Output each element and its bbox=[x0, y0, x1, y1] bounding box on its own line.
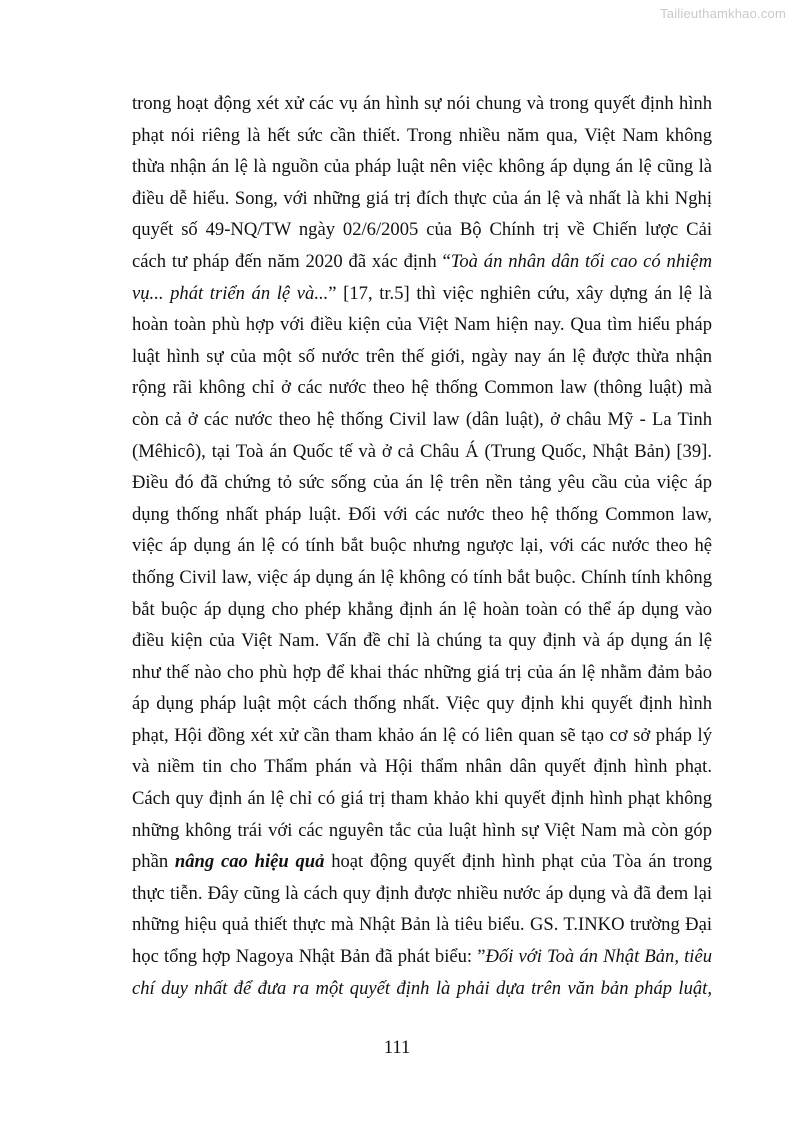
text-line bbox=[132, 562, 712, 594]
text-run: quyết số 49-NQ/TW ngày 02/6/2005 của Bộ Chính trị về Chiến lược Cải bbox=[132, 219, 712, 241]
text-run: Cách quy định án lệ chỉ có giá trị tham khảo khi quyết định hình phạt không bbox=[132, 788, 712, 810]
text-run: phạt, Hội đồng xét xử cần tham khảo án lệ có liên quan sẽ tạo cơ sở pháp lý bbox=[132, 724, 712, 746]
text-run: luật hình sự của một số nước trên thế giới, ngày nay án lệ được thừa nhận bbox=[132, 345, 712, 367]
text-line bbox=[132, 88, 712, 120]
text-line bbox=[132, 436, 712, 468]
text-line bbox=[132, 594, 712, 626]
text-line bbox=[132, 941, 712, 973]
text-line bbox=[132, 720, 712, 752]
text-line bbox=[132, 183, 712, 215]
text-line bbox=[132, 783, 712, 815]
text-run: thừa nhận án lệ là nguồn của pháp luật nên việc không áp dụng án lệ cũng là bbox=[132, 156, 712, 178]
text-run: thực tiễn. Đây cũng là cách quy định được nhiều nước áp dụng và đã đem lại bbox=[132, 882, 712, 904]
italic-quote-run: vụ... phát triển án lệ và... bbox=[132, 282, 329, 304]
text-run: rộng rãi không chỉ ở các nước theo hệ thống Common law (thông luật) mà bbox=[132, 377, 712, 399]
text-line bbox=[132, 309, 712, 341]
text-run: trong hoạt động xét xử các vụ án hình sự nói chung và trong quyết định hình bbox=[132, 93, 712, 114]
text-line bbox=[132, 657, 712, 689]
text-run: còn cả ở các nước theo hệ thống Civil law (dân luật), ở châu Mỹ - La Tinh bbox=[132, 408, 712, 430]
text-run: hoạt động quyết định hình phạt của Tòa án trong bbox=[324, 851, 712, 873]
text-line bbox=[132, 909, 712, 941]
text-line bbox=[132, 625, 712, 657]
text-line bbox=[132, 372, 712, 404]
text-line bbox=[132, 246, 712, 278]
text-line bbox=[132, 973, 712, 1005]
text-run: bắt buộc áp dụng cho phép khẳng định án lệ hoàn toàn có thể áp dụng vào bbox=[132, 598, 712, 620]
text-run: (Mêhicô), tại Toà án Quốc tế và ở cả Châu Á (Trung Quốc, Nhật Bản) [39]. bbox=[132, 440, 712, 462]
italic-quote-run: Toà án nhân dân tối cao có nhiệm bbox=[450, 250, 712, 272]
text-run: những hiệu quả thiết thực mà Nhật Bản là tiêu biểu. GS. T.INKO trường Đại bbox=[132, 914, 712, 936]
text-line bbox=[132, 499, 712, 531]
text-run: thống Civil law, việc áp dụng án lệ không có tính bắt buộc. Chính tính không bbox=[132, 566, 712, 588]
watermark: Tailieuthamkhao.com bbox=[660, 6, 786, 21]
text-run: những không trái với các nguyên tắc của luật hình sự Việt Nam mà còn góp bbox=[132, 819, 712, 841]
text-run: Điều đó đã chứng tỏ sức sống của án lệ trên nền tảng yêu cầu của việc áp bbox=[132, 472, 712, 494]
text-line bbox=[132, 846, 712, 878]
text-line bbox=[132, 404, 712, 436]
text-run: hoàn toàn phù hợp với điều kiện của Việt Nam hiện nay. Qua tìm hiểu pháp bbox=[132, 314, 712, 336]
italic-quote-run: Đối với Toà án Nhật Bản, tiêu bbox=[485, 946, 713, 968]
text-run: như thế nào cho phù hợp để khai thác những giá trị của án lệ nhằm đảm bảo bbox=[132, 661, 712, 683]
text-line bbox=[132, 530, 712, 562]
text-line bbox=[132, 341, 712, 373]
text-line bbox=[132, 688, 712, 720]
text-line bbox=[132, 467, 712, 499]
text-line bbox=[132, 151, 712, 183]
text-run: cách tư pháp đến năm 2020 đã xác định “ bbox=[132, 250, 451, 272]
text-line bbox=[132, 815, 712, 847]
text-run: dụng thống nhất pháp luật. Đối với các nước theo hệ thống Common law, bbox=[132, 503, 712, 525]
italic-quote-run: chí duy nhất để đưa ra một quyết định là phải dựa trên văn bản pháp luật, bbox=[132, 977, 712, 999]
text-run: áp dụng pháp luật một cách thống nhất. Việc quy định khi quyết định hình bbox=[132, 693, 712, 715]
text-run: việc áp dụng án lệ có tính bắt buộc nhưng ngược lại, với các nước theo hệ bbox=[132, 535, 712, 557]
document-body bbox=[132, 88, 712, 1004]
text-run: điều kiện của Việt Nam. Vấn đề chỉ là chúng ta quy định và áp dụng án lệ bbox=[132, 630, 712, 652]
text-run: phạt nói riêng là hết sức cần thiết. Trong nhiều năm qua, Việt Nam không bbox=[132, 124, 712, 146]
text-line bbox=[132, 751, 712, 783]
text-run: ” [17, tr.5] thì việc nghiên cứu, xây dựng án lệ là bbox=[328, 282, 712, 304]
text-line bbox=[132, 878, 712, 910]
text-line bbox=[132, 214, 712, 246]
text-run: phần bbox=[132, 851, 175, 873]
bold-italic-emphasis-run: nâng cao hiệu quả bbox=[174, 851, 325, 873]
text-run: và niềm tin cho Thẩm phán và Hội thẩm nhân dân quyết định hình phạt. bbox=[132, 756, 712, 778]
text-line bbox=[132, 278, 712, 310]
page-number: 111 bbox=[383, 1037, 411, 1058]
text-run: điều dễ hiểu. Song, với những giá trị đích thực của án lệ và nhất là khi Nghị bbox=[132, 187, 712, 209]
text-run: học tổng hợp Nagoya Nhật Bản đã phát biểu: ” bbox=[132, 946, 486, 968]
text-line bbox=[132, 120, 712, 152]
